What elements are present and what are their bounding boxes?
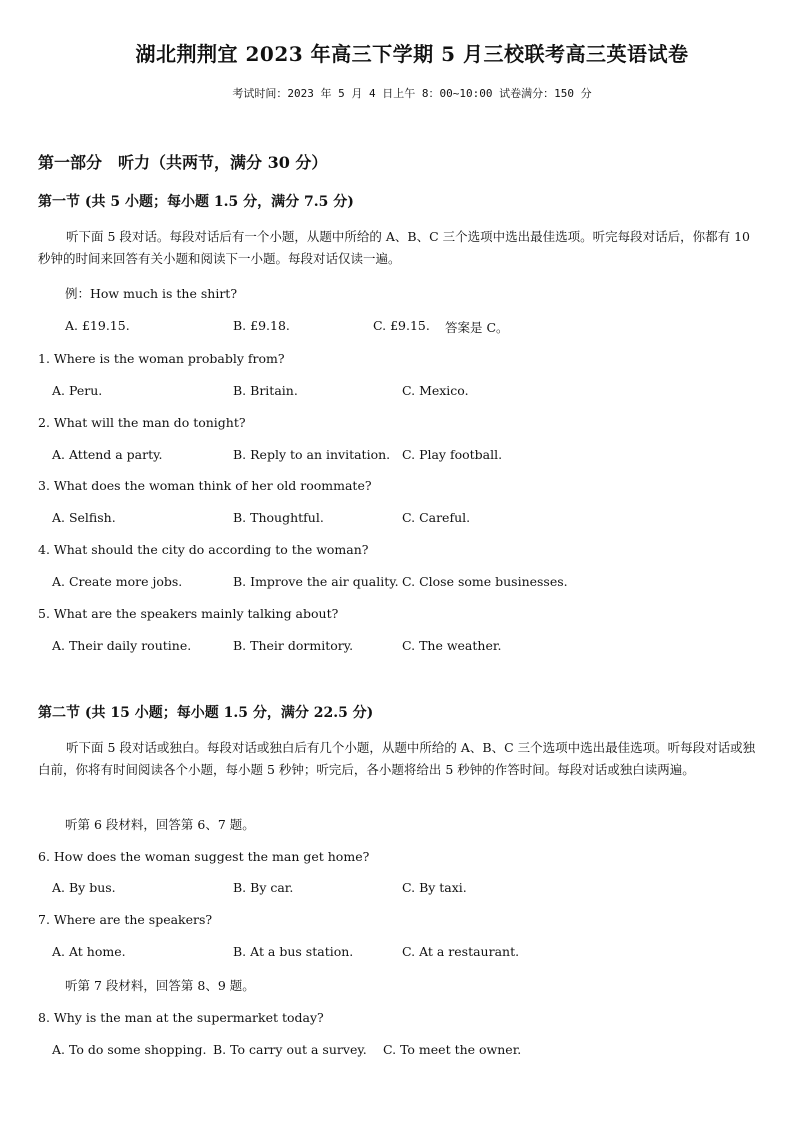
q3-option-a: A. Selfish. [52, 510, 116, 525]
question-4: 4. What should the city do according to the woman? [38, 542, 369, 557]
question-3: 3. What does the woman think of her old roommate? [38, 478, 372, 493]
q1-option-c: C. Mexico. [402, 383, 469, 398]
q1-option-a: A. Peru. [52, 383, 103, 398]
q8-option-b: B. To carry out a survey. [213, 1042, 367, 1057]
question-1: 1. Where is the woman probably from? [38, 351, 285, 366]
example-question: 例：How much is the shirt? [65, 286, 238, 301]
q3-option-c: C. Careful. [402, 510, 471, 525]
question-8: 8. Why is the man at the supermarket today? [38, 1010, 324, 1025]
q6-option-a: A. By bus. [52, 880, 116, 895]
material-7-note: 听第 7 段材料，回答第 8、9 题。 [65, 978, 255, 993]
q2-option-a: A. Attend a party. [52, 447, 163, 462]
q4-option-a: A. Create more jobs. [52, 574, 183, 589]
example-option-c: C. £9.15. [373, 318, 430, 333]
q4-option-c: C. Close some businesses. [402, 574, 568, 589]
material-6-note: 听第 6 段材料，回答第 6、7 题。 [65, 817, 255, 832]
q7-option-b: B. At a bus station. [233, 944, 354, 959]
q1-option-b: B. Britain. [233, 383, 298, 398]
q5-option-c: C. The weather. [402, 638, 502, 653]
section2-instructions: 听下面 5 段对话或独白。每段对话或独白后有几个小题，从题中所给的 A、B、C 三个选项中选出最佳选项。听每段对话或独白前，你将有时间阅读各个小题，每小题 5 秒钟；听完后，各小题将给出 5 秒钟的作答时间。每段对话或独白读两遍。 [38, 740, 756, 777]
q2-option-c: C. Play football. [402, 447, 503, 462]
q3-option-b: B. Thoughtful. [233, 510, 324, 525]
question-7: 7. Where are the speakers? [38, 912, 213, 927]
part1-heading: 第一部分 听力（共两节，满分 30 分） [38, 153, 328, 172]
section1-instructions: 听下面 5 段对话。每段对话后有一个小题，从题中所给的 A、B、C 三个选项中选出最佳选项。听完每段对话后，你都有 10 秒钟的时间来回答有关小题和阅读下一小题。每段对话仅读一遍。 [38, 229, 751, 266]
q7-option-a: A. At home. [52, 944, 126, 959]
question-6: 6. How does the woman suggest the man get home? [38, 849, 370, 864]
question-5: 5. What are the speakers mainly talking about? [38, 606, 339, 621]
section2-heading: 第二节 (共 15 小题；每小题 1.5 分，满分 22.5 分) [38, 705, 374, 721]
q8-option-a: A. To do some shopping. [52, 1042, 207, 1057]
q5-option-a: A. Their daily routine. [52, 638, 192, 653]
question-2: 2. What will the man do tonight? [38, 415, 246, 430]
example-option-a: A. £19.15. [65, 318, 130, 333]
q8-option-c: C. To meet the owner. [383, 1042, 522, 1057]
section1-heading: 第一节 (共 5 小题；每小题 1.5 分，满分 7.5 分) [38, 194, 354, 210]
q2-option-b: B. Reply to an invitation. [233, 447, 391, 462]
q4-option-b: B. Improve the air quality. [233, 574, 399, 589]
q7-option-c: C. At a restaurant. [402, 944, 520, 959]
exam-time-info: 考试时间：2023 年 5 月 4 日上午 8：00~10:00 试卷满分：150 分 [232, 87, 592, 100]
q5-option-b: B. Their dormitory. [233, 638, 354, 653]
example-answer: 答案是 C。 [445, 320, 509, 335]
q6-option-b: B. By car. [233, 880, 294, 895]
exam-title: 湖北荆荆宜 2023 年高三下学期 5 月三校联考高三英语试卷 [135, 42, 689, 66]
q6-option-c: C. By taxi. [402, 880, 467, 895]
example-option-b: B. £9.18. [233, 318, 290, 333]
